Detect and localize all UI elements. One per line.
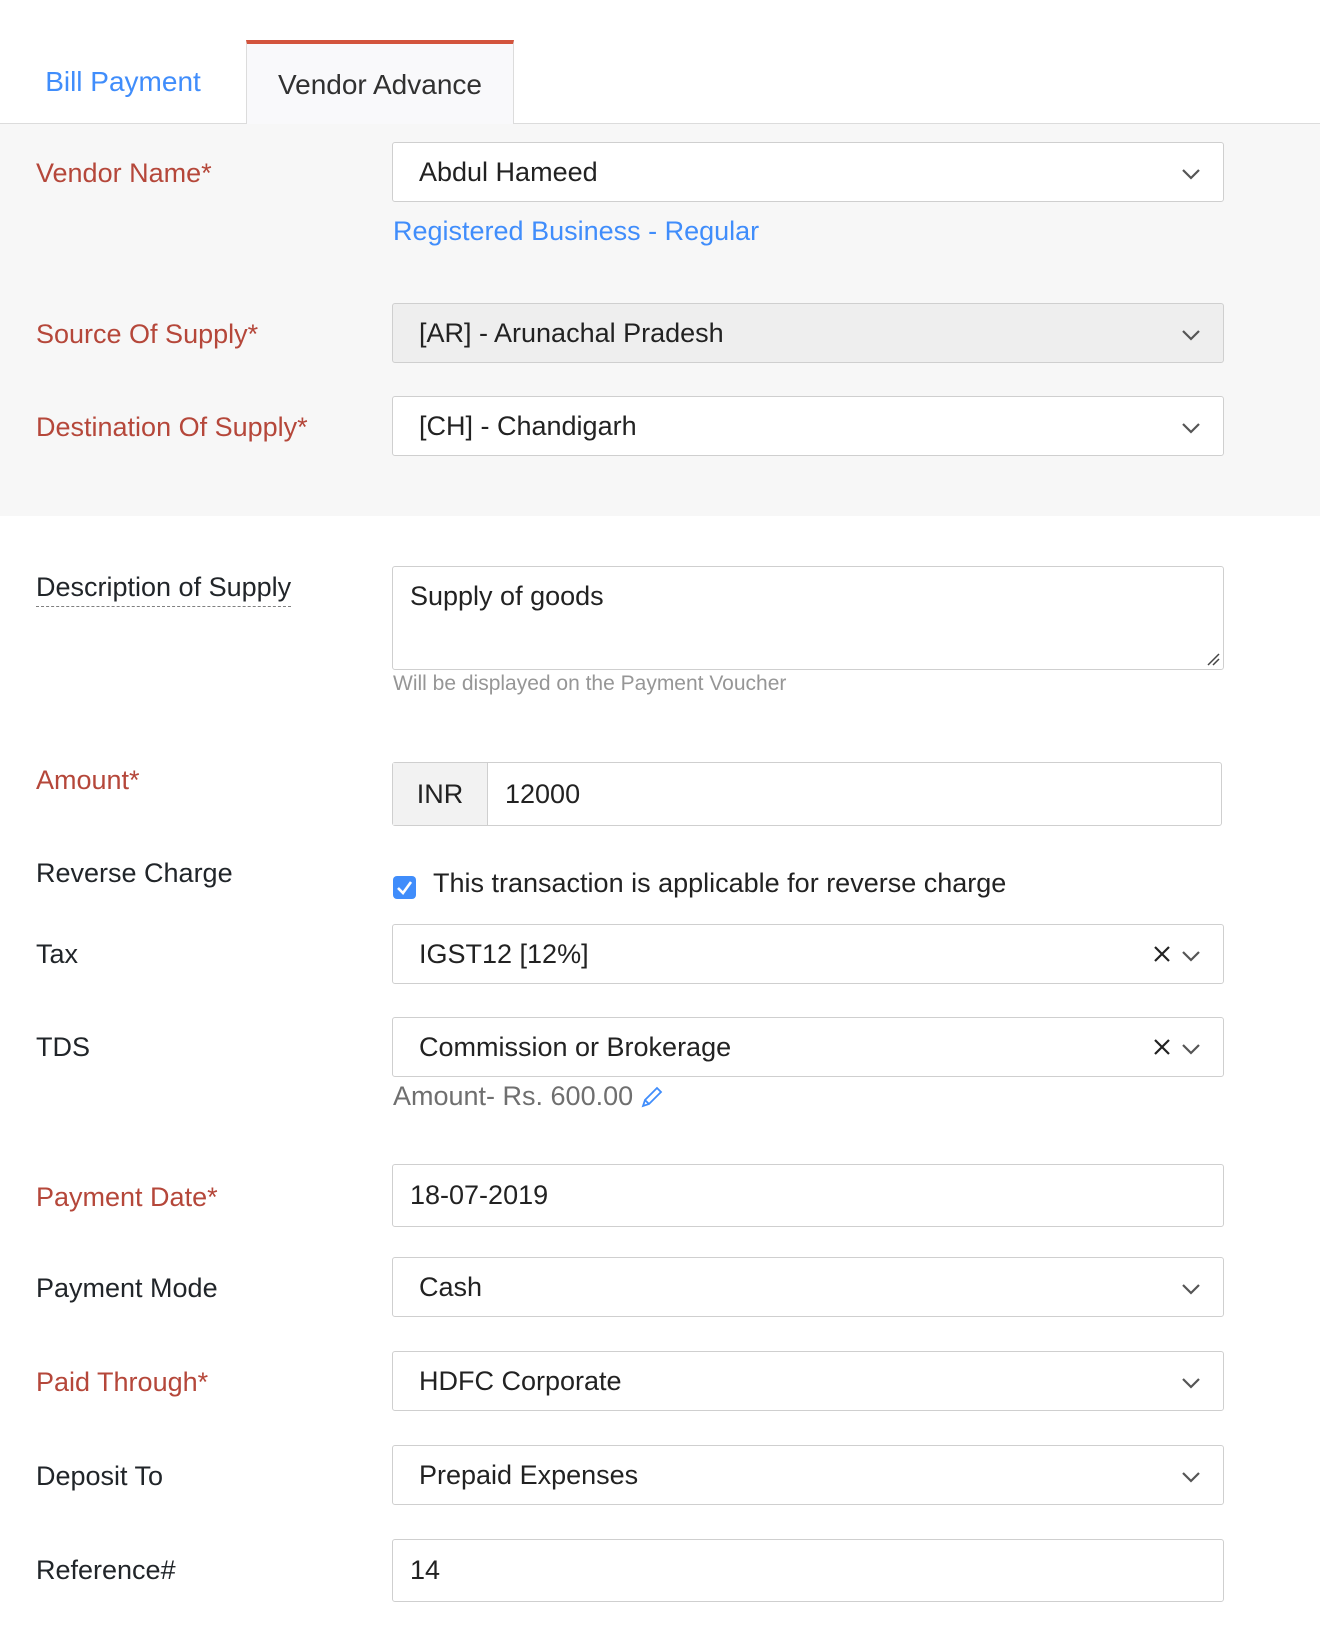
- tds-amount: [393, 1081, 665, 1112]
- resize-handle-icon[interactable]: [1204, 650, 1220, 666]
- tax-select[interactable]: [392, 924, 1224, 984]
- chevron-down-icon: [1181, 1043, 1201, 1055]
- chevron-down-icon: [1181, 422, 1201, 434]
- payment-mode-select[interactable]: [392, 1257, 1224, 1317]
- reference-input[interactable]: [392, 1539, 1224, 1602]
- tab-vendor-advance[interactable]: Vendor Advance: [246, 40, 514, 125]
- source-of-supply-select[interactable]: [392, 303, 1224, 363]
- chevron-down-icon: [1181, 1283, 1201, 1295]
- amount-input-group: [392, 762, 1222, 826]
- description-of-supply-value: Supply of goods: [410, 581, 604, 611]
- chevron-down-icon: [1181, 1471, 1201, 1483]
- destination-of-supply-value: [CH] - Chandigarh: [419, 410, 637, 441]
- description-of-supply-textarea[interactable]: [392, 566, 1224, 670]
- tax-label: Tax: [36, 939, 79, 969]
- tab-bill-payment[interactable]: Bill Payment: [45, 66, 201, 97]
- chevron-down-icon: [1181, 329, 1201, 341]
- reverse-charge-checkbox-label[interactable]: This transaction is applicable for reverse charge: [433, 868, 1007, 898]
- chevron-down-icon: [1181, 950, 1201, 962]
- payment-date-input[interactable]: [392, 1164, 1224, 1227]
- reference-label: Reference#: [36, 1555, 176, 1585]
- paid-through-select[interactable]: [392, 1351, 1224, 1411]
- description-of-supply-label-text: Description of Supply: [36, 572, 291, 607]
- source-of-supply-label: Source Of Supply*: [36, 319, 259, 349]
- description-of-supply-label: [36, 570, 291, 604]
- chevron-down-icon: [1181, 168, 1201, 180]
- vendor-name-value: Abdul Hameed: [419, 156, 598, 187]
- reverse-charge-label: Reverse Charge: [36, 858, 233, 888]
- payment-mode-label: Payment Mode: [36, 1273, 218, 1303]
- tds-select[interactable]: [392, 1017, 1224, 1077]
- deposit-to-label: Deposit To: [36, 1461, 164, 1491]
- destination-of-supply-label: Destination Of Supply*: [36, 412, 308, 442]
- reference-value: 14: [410, 1555, 441, 1585]
- source-of-supply-value: [AR] - Arunachal Pradesh: [419, 317, 724, 348]
- vendor-tax-treatment-link[interactable]: Registered Business - Regular: [393, 216, 760, 246]
- tab-bar: [0, 0, 1320, 124]
- tds-value: Commission or Brokerage: [419, 1031, 732, 1062]
- payment-date-value: 18-07-2019: [410, 1180, 549, 1210]
- amount-value: 12000: [505, 778, 581, 809]
- reverse-charge-checkbox[interactable]: [393, 876, 416, 899]
- clear-icon[interactable]: [1153, 1038, 1171, 1056]
- payment-date-label: Payment Date*: [36, 1182, 218, 1212]
- tds-amount-text: Amount- Rs. 600.00: [393, 1081, 634, 1111]
- payment-mode-value: Cash: [419, 1271, 483, 1302]
- checkmark-icon: [393, 876, 416, 899]
- destination-of-supply-select[interactable]: [392, 396, 1224, 456]
- deposit-to-value: Prepaid Expenses: [419, 1459, 639, 1490]
- currency-code: INR: [393, 763, 488, 825]
- tax-value: IGST12 [12%]: [419, 938, 589, 969]
- paid-through-label: Paid Through*: [36, 1367, 209, 1397]
- tds-label: TDS: [36, 1032, 90, 1062]
- description-hint: Will be displayed on the Payment Voucher: [393, 672, 787, 695]
- clear-icon[interactable]: [1153, 945, 1171, 963]
- pencil-icon[interactable]: [639, 1084, 665, 1110]
- amount-input[interactable]: [488, 763, 1221, 825]
- paid-through-value: HDFC Corporate: [419, 1365, 622, 1396]
- vendor-name-label: Vendor Name*: [36, 158, 212, 188]
- vendor-name-select[interactable]: [392, 142, 1224, 202]
- amount-label: Amount*: [36, 765, 140, 795]
- chevron-down-icon: [1181, 1377, 1201, 1389]
- deposit-to-select[interactable]: [392, 1445, 1224, 1505]
